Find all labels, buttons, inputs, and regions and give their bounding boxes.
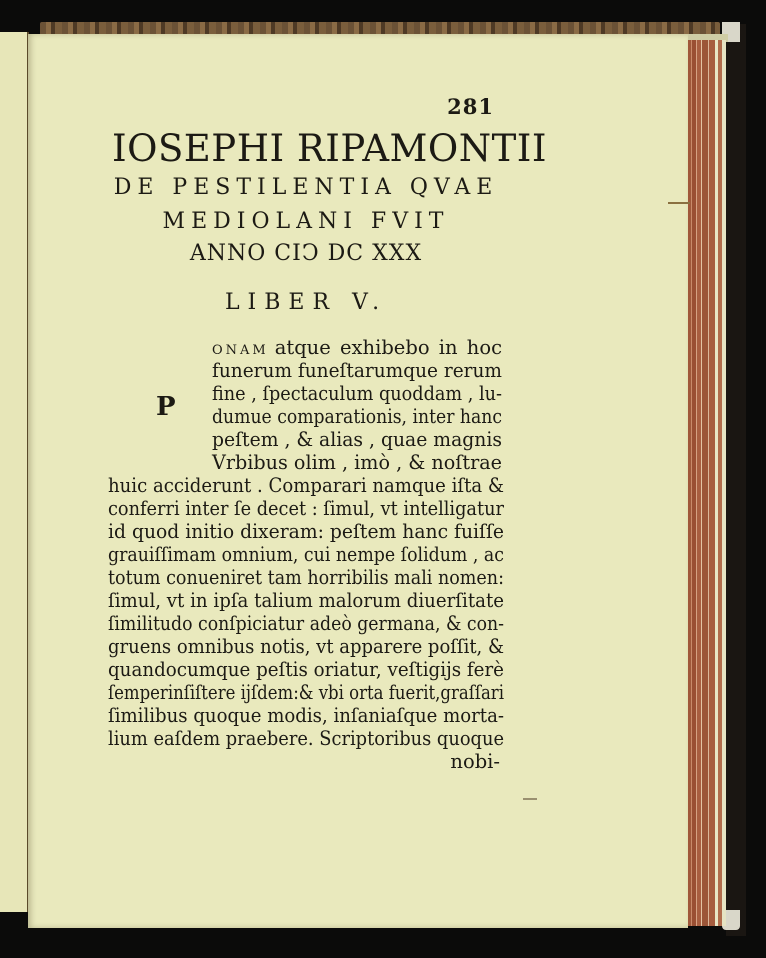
text-line: grauiſſimam omnium, cui nempe ſolidum , ac <box>108 543 504 566</box>
text-line: huic acciderunt . Comparari namque iſta & <box>108 474 504 497</box>
work-title-line-1: DE PESTILENTIA QVAE <box>113 175 499 200</box>
previous-page-edge <box>0 32 29 912</box>
text-line: funerum funeſtarumque rerum <box>212 359 502 382</box>
paper-speck <box>523 798 537 800</box>
author-title: IOSEPHI RIPAMONTII <box>112 127 548 170</box>
paper-speck <box>668 202 690 204</box>
text-line-content: atque exhibebo in hoc <box>274 336 502 359</box>
work-year: ANNO CIↃ DC XXX <box>189 241 423 266</box>
text-line: id quod initio dixeram: peſtem hanc fuiſſe <box>108 520 504 543</box>
text-line: dumue comparationis, inter hanc <box>212 405 502 428</box>
text-line: lium eaſdem praebere. Scriptoribus quoque <box>108 727 504 750</box>
text-line: ſimilibus quoque modis, inſaniaſque morta- <box>108 704 504 727</box>
fore-edge-pages <box>688 40 726 926</box>
book-cover-top <box>40 22 720 34</box>
text-line <box>212 336 502 359</box>
body-paragraph <box>108 474 504 750</box>
text-line: gruens omnibus notis, vt apparere poſſit, & <box>108 635 504 658</box>
text-line: Vrbibus olim , imò , & noſtrae <box>212 451 502 474</box>
small-caps-word: ONAM <box>212 343 269 358</box>
book-cover-right <box>726 24 746 936</box>
drop-cap: P <box>156 392 176 422</box>
work-title-line-2: MEDIOLANI FVIT <box>162 209 450 234</box>
indented-paragraph <box>212 336 502 474</box>
text-line: fine , ſpectaculum quoddam , lu- <box>212 382 502 405</box>
text-line: quandocumque peſtis oriatur, veſtigijs ferè <box>108 658 504 681</box>
catchword: nobi- <box>450 750 500 773</box>
page-number: 281 <box>447 94 494 119</box>
text-line: totum conueniret tam horribilis mali nomen: <box>108 566 504 589</box>
book-heading: LIBER V. <box>224 290 388 315</box>
text-line: ſimilitudo conſpiciatur adeò germana, & con- <box>108 612 504 635</box>
text-line: conferri inter ſe decet : ſimul, vt intelligatur <box>108 497 504 520</box>
text-line: peſtem , & alias , quae magnis <box>212 428 502 451</box>
text-line: ſemperinſiſtere ijſdem:& vbi orta fuerit,graſſari <box>108 681 504 704</box>
text-line: ſimul, vt in ipſa talium malorum diuerſitate <box>108 589 504 612</box>
